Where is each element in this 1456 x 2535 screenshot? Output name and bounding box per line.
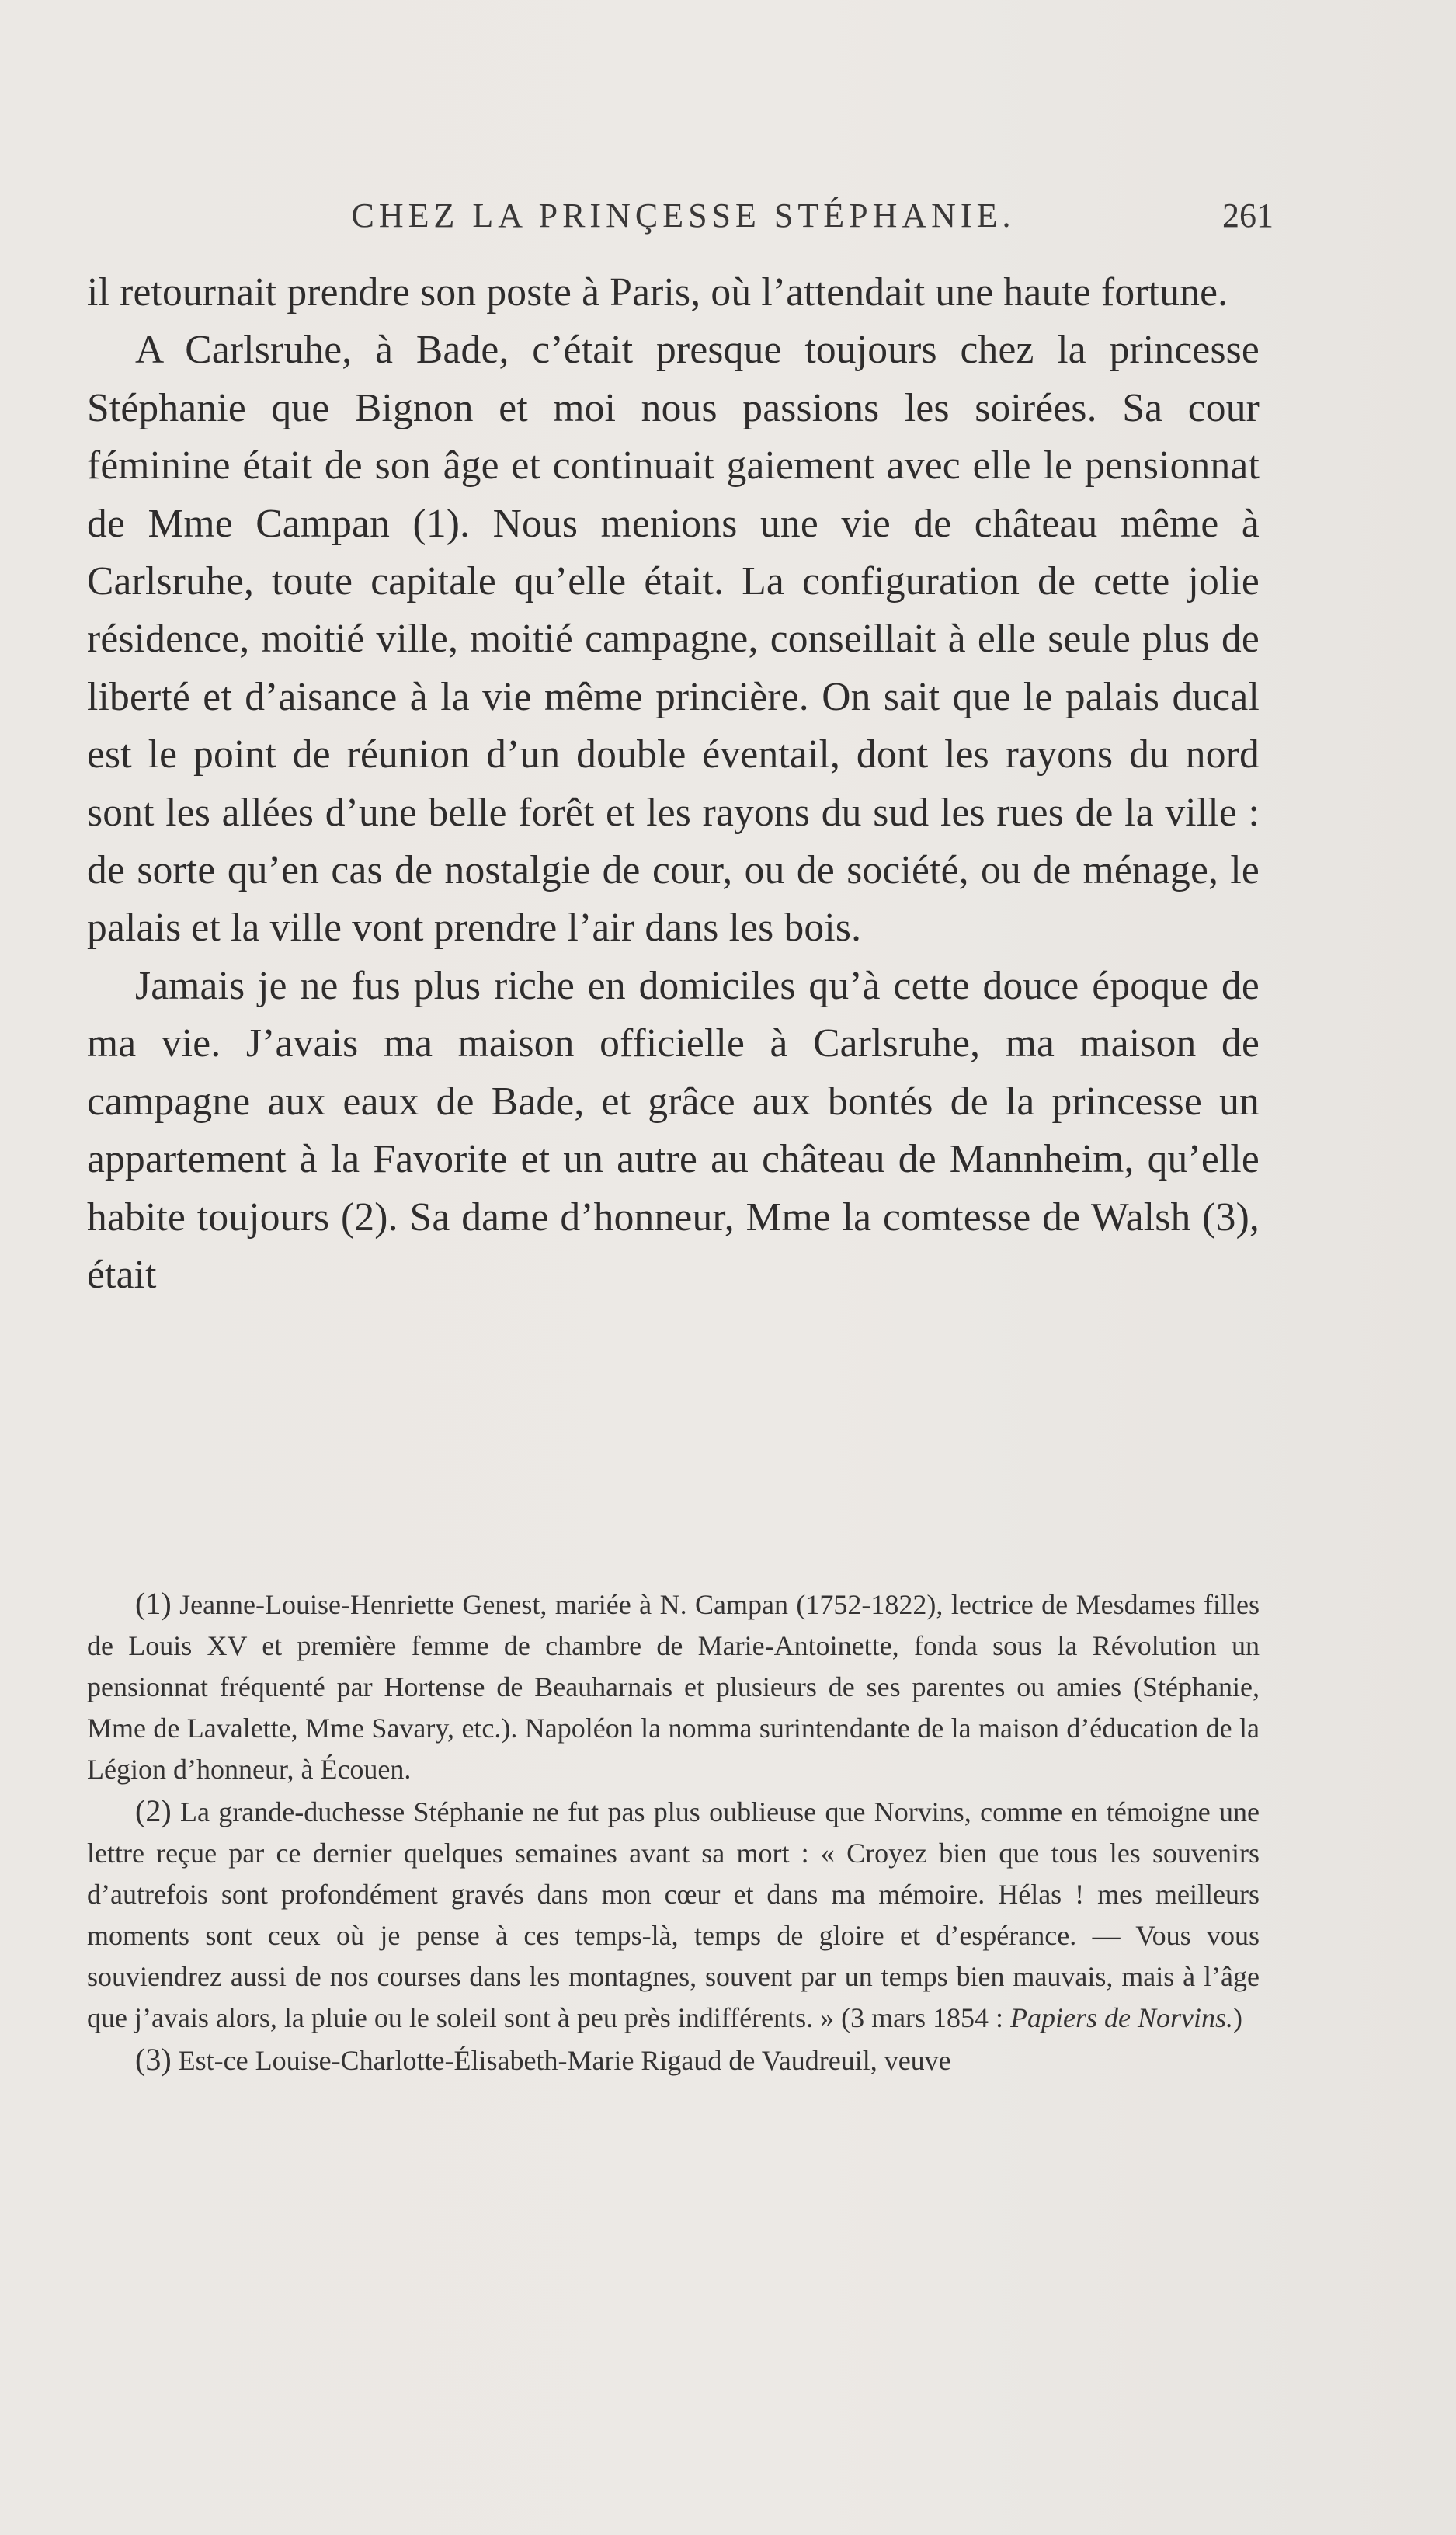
footnote-2-number: (2) (135, 1793, 172, 1828)
running-title: CHEZ LA PRINÇESSE STÉPHANIE. (351, 196, 1016, 235)
footnote-3-text: Est-ce Louise-Charlotte-Élisabeth-Marie Rigaud de Vaudreuil, veuve (178, 2045, 951, 2076)
footnote-1 (87, 1583, 1260, 1790)
running-head (93, 193, 1274, 239)
paragraph-2: A Carlsruhe, à Bade, c’était presque toujours chez la princesse Stéphanie que Bignon et moi nous passions les soirées. Sa cour féminine était de son âge et continuait gaiement avec elle le pensionnat de Mme Campan (1). Nous menions une vie de château même à Carlsruhe, toute capitale qu’elle était. La configuration de cette jolie résidence, moitié ville, moitié campagne, conseillait à elle seule plus de liberté et d’aisance à la vie même princière. On sait que le palais ducal est le point de réunion d’un double éventail, dont les rayons du nord sont les allées d’une belle forêt et les rayons du sud les rues de la ville : de sorte qu’en cas de nostalgie de cour, ou de société, ou de ménage, le palais et la ville vont prendre l’air dans les bois. (87, 328, 1260, 951)
main-text (87, 264, 1260, 1304)
footnote-2 (87, 1790, 1260, 2039)
paragraph-1: il retournait prendre son poste à Paris, où l’attendait une haute fortune. (87, 270, 1228, 315)
footnote-1-text: Jeanne-Louise-Henriette Genest, mariée à N. Campan (1752-1822), lectrice de Mesdames filles de Louis XV et première femme de chambre de Marie-Antoinette, fonda sous la Révolution un pensionnat fréquenté par Hortense de Beauharnais et plusieurs de ses parentes ou amies (Stéphanie, Mme de Lavalette, Mme Savary, etc.). Napoléon la nomma surintendante de la maison d’éducation de la Légion d’honneur, à Écouen. (87, 1589, 1260, 1785)
footnote-2-text: La grande-duchesse Stéphanie ne fut pas plus oublieuse que Norvins, comme en témoigne une lettre reçue par ce dernier quelques semaines avant sa mort : « Croyez bien que tous les souvenirs d’autrefois sont profondément gravés dans mon cœur et dans ma mémoire. Hélas ! mes meilleurs moments sont ceux où je pense à ces temps-là, temps de gloire et d’espérance. — Vous vous souviendrez aussi de nos courses dans les montagnes, souvent par un temps bien mauvais, mais à l’âge que j’avais alors, la pluie ou le soleil sont à peu près indifférents. » (3 mars 1854 : (87, 1796, 1260, 2033)
paragraph-3: Jamais je ne fus plus riche en domiciles qu’à cette douce époque de ma vie. J’avais ma maison officielle à Carlsruhe, ma maison de campagne aux eaux de Bade, et grâce aux bontés de la princesse un appartement à la Favorite et un autre au château de Mannheim, qu’elle habite toujours (2). Sa dame d’honneur, Mme la comtesse de Walsh (3), était (87, 963, 1260, 1297)
page-number: 261 (1222, 196, 1274, 235)
footnote-1-number: (1) (135, 1586, 172, 1621)
footnotes (87, 1583, 1260, 2081)
footnote-3-number: (3) (135, 2042, 172, 2077)
footnote-3 (87, 2039, 1260, 2081)
footnote-2-source: Papiers de Norvins. (1010, 2002, 1234, 2033)
footnote-2-close: ) (1233, 2002, 1243, 2033)
